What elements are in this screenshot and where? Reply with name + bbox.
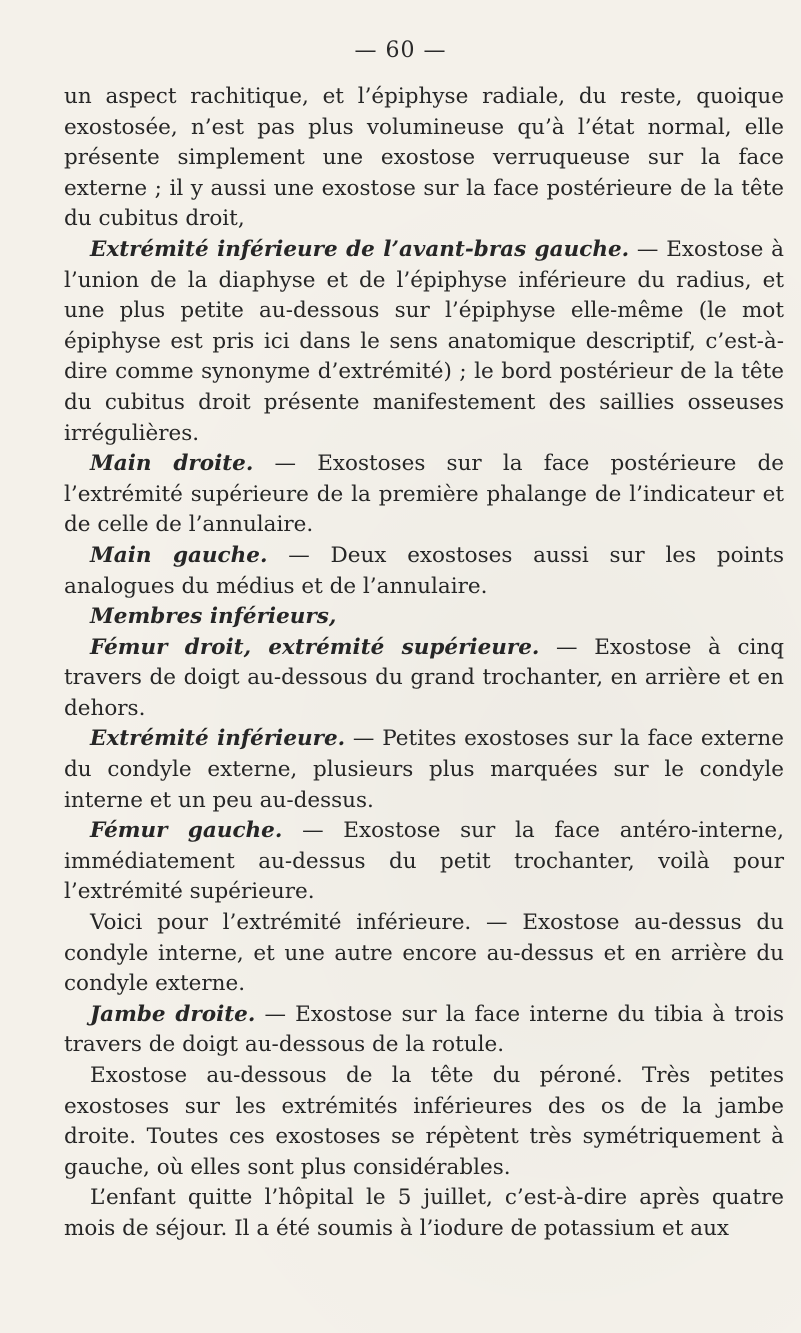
paragraph-text: — Deux exostoses aussi sur les points analogues du médius et de l’annulaire. bbox=[64, 542, 784, 599]
paragraph-text: L’enfant quitte l’hôpital le 5 juillet, c’est-à-dire après quatre mois de séjour. Il a été soumis à l’iodure de potassium et aux bbox=[64, 1185, 784, 1241]
paragraph bbox=[64, 1000, 784, 1061]
section-heading: Extrémité inférieure. bbox=[90, 726, 346, 752]
paragraph bbox=[64, 724, 784, 816]
paragraph bbox=[64, 816, 784, 908]
paragraph-text: — Exostose à cinq travers de doigt au-dessous du grand trochanter, en arrière et en dehors. bbox=[64, 634, 784, 721]
page-number: — 60 — bbox=[354, 38, 447, 63]
paragraph bbox=[64, 449, 784, 541]
paragraph-text: — Exostose sur la face interne du tibia à trois travers de doigt au-dessous de la rotule. bbox=[64, 1001, 785, 1058]
paragraph-text: Exostose au-dessous de la tête du péroné. Très petites exostoses sur les extrémités inférieures des os de la jambe droite. Toutes ces exostoses se répètent très symétriquement à gauche, où elles sont plus considérables. bbox=[64, 1063, 784, 1180]
paragraph bbox=[64, 541, 784, 602]
paragraph-text: — Exostose sur la face antéro-interne, immédiatement au-dessus du petit trochanter, voilà pour l’extrémité supérieure. bbox=[64, 818, 784, 905]
section-heading: Main gauche. bbox=[90, 542, 268, 568]
paragraph bbox=[64, 908, 784, 1000]
paragraph bbox=[64, 602, 784, 633]
paragraph bbox=[64, 1183, 784, 1244]
paragraph bbox=[64, 1061, 784, 1183]
paragraph-text: — Exostoses sur la face postérieure de l’extrémité supérieure de la première phalange de l’indicateur et de celle de l’annulaire. bbox=[64, 451, 784, 538]
paragraph bbox=[64, 82, 784, 235]
paragraph-text: — Petites exostoses sur la face externe du condyle externe, plusieurs plus marquées sur le condyle interne et un peu au-dessus. bbox=[64, 726, 784, 813]
section-heading: Extrémité inférieure de l’avant-bras gauche. bbox=[90, 236, 630, 262]
body-text bbox=[64, 82, 784, 1245]
paragraph-text: — Exostose à l’union de la diaphyse et de l’épiphyse inférieure du radius, et une plus petite au-dessous sur l’épiphyse elle-même (le mot épiphyse est pris ici dans le sens anatomique descriptif, c’est-à-dire comme synonyme d’extrémité) ; le bord postérieur de la tête du cubitus droit présente manifestement des saillies osseuses irrégulières. bbox=[64, 236, 784, 446]
section-heading: Jambe droite. bbox=[90, 1001, 256, 1027]
section-heading: Main droite. bbox=[90, 451, 254, 477]
paragraph bbox=[64, 235, 784, 449]
section-heading: Fémur droit, extrémité supérieure. bbox=[90, 634, 540, 660]
paragraph-text: un aspect rachitique, et l’épiphyse radiale, du reste, quoique exostosée, n’est pas plus volumineuse qu’à l’état normal, elle présente simplement une exostose verruqueuse sur la face externe ; il y aussi une exostose sur la face postérieure de la tête du cubitus droit, bbox=[64, 84, 784, 232]
section-heading: Membres inférieurs, bbox=[90, 604, 337, 630]
paragraph bbox=[64, 633, 784, 725]
section-heading: Fémur gauche. bbox=[90, 818, 283, 844]
paragraph-text: Voici pour l’extrémité inférieure. — Exostose au-dessus du condyle interne, et une autre encore au-dessus et en arrière du condyle externe. bbox=[64, 910, 784, 997]
